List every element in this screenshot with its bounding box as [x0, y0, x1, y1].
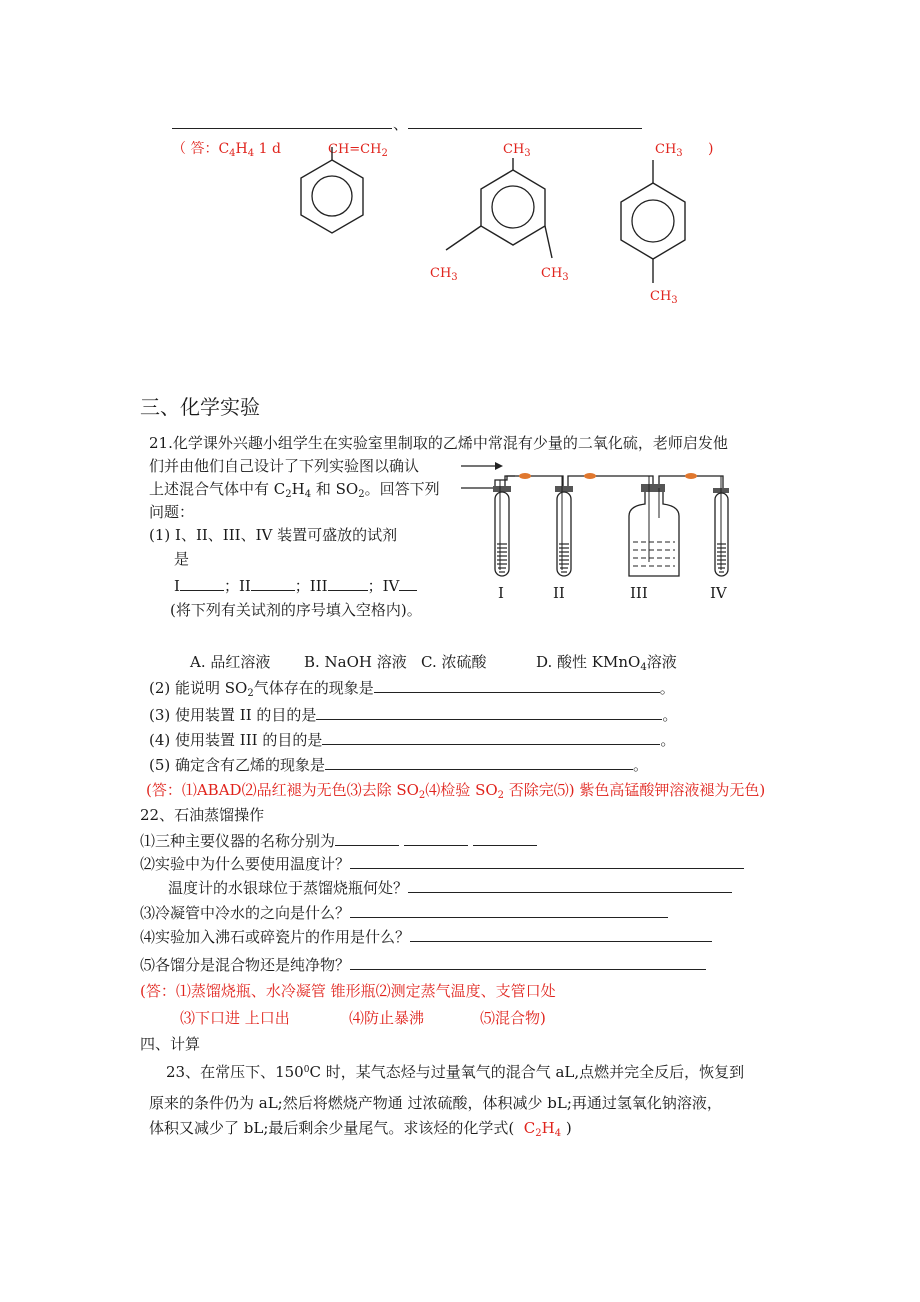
q21-part3: (3) 使用装置 II 的目的是 。 — [149, 706, 678, 724]
xylene-a-right-ch3: $CH_3$ — [541, 266, 569, 283]
q21-answer: (答：⑴ABAD⑵品红褪为无色⑶去除 $SO_2⑷$检验 $SO_2$ 否除完⑸) 紫色高锰酸钾溶液褪为无色) — [146, 781, 766, 801]
slot-blank-1[interactable] — [180, 575, 224, 591]
q21-hint: (将下列有关试剂的序号填入空格内)。 — [170, 601, 422, 619]
q21-line1: 21.化学课外兴趣小组学生在实验室里制取的乙烯中常混有少量的二氧化硫，老师启发他 — [149, 434, 728, 452]
part3-blank[interactable] — [316, 704, 662, 720]
q22-part5: ⑸各馏分是混合物还是纯净物？ — [140, 954, 706, 975]
q21-part4: (4) 使用装置 III 的目的是 。 — [149, 731, 676, 749]
slot-blank-3[interactable] — [328, 575, 368, 591]
tube-iv — [713, 476, 729, 576]
q22-part1: ⑴三种主要仪器的名称分别为 — [140, 830, 537, 851]
xylene-a-left-ch3: $CH_3$ — [430, 266, 458, 283]
q22-blank-2[interactable] — [350, 853, 744, 869]
tube-i — [493, 480, 511, 576]
q21-line3: 上述混合气体中有 $C_2H_4$ 和 $SO_2$。回答下列 — [149, 480, 440, 500]
q23-line1: 23、在常压下、$150^0C$ 时，某气态烃与过量氧气的混合气 aL,点燃并完全反后，恢复到 — [166, 1063, 745, 1081]
q22-answer-2b: ⑷防止暴沸 — [349, 1009, 425, 1027]
q21-part2: (2) 能说明 $SO_2$气体存在的现象是 。 — [149, 679, 675, 699]
q22-blank-1b[interactable] — [404, 830, 468, 846]
apparatus-label-i: I — [498, 584, 504, 602]
answer-blank-1[interactable] — [172, 114, 392, 129]
tube-ii — [555, 476, 573, 576]
section-heading-experiment: 三、化学实验 — [140, 395, 260, 419]
option-c: C. 浓硫酸 — [421, 653, 487, 671]
part2-blank[interactable] — [374, 677, 660, 693]
q22-part3: ⑶冷凝管中冷水的之向是什么？ — [140, 902, 668, 923]
q22-title: 22、石油蒸馏操作 — [140, 806, 265, 824]
p-xylene-structure — [610, 158, 710, 288]
apparatus-label-iv: IV — [710, 584, 727, 602]
xylene-a-top-ch3: $CH_3$ — [503, 142, 531, 159]
styrene-vinyl-label: $CH=CH_2$ — [328, 142, 388, 159]
q22-part2b: 温度计的水银球位于蒸馏烧瓶何处？ — [168, 877, 732, 898]
slot-blank-4[interactable] — [399, 575, 417, 591]
q21-part1: (1) I、II、III、IV 装置可盛放的试剂 — [149, 526, 398, 544]
section-heading-calculation: 四、计算 — [140, 1035, 201, 1053]
q22-part4: ⑷实验加入沸石或碎瓷片的作用是什么？ — [140, 926, 712, 947]
bottle-iii — [629, 476, 679, 576]
q22-blank-5[interactable] — [350, 954, 706, 970]
q22-blank-1a[interactable] — [335, 830, 399, 846]
q22-answer-line1: (答：⑴蒸馏烧瓶、水冷凝管 锥形瓶⑵测定蒸气温度、支管口处 — [140, 982, 556, 1000]
q22-blank-3[interactable] — [350, 902, 668, 918]
apparatus-label-iii: III — [630, 584, 648, 602]
top-answer: （ 答：$C_4H_4$ 1 d — [172, 141, 281, 159]
slot-blank-2[interactable] — [251, 575, 295, 591]
q22-blank-2b[interactable] — [408, 877, 732, 893]
q21-line2: 们并由他们自己设计了下列实验图以确认 — [149, 457, 420, 475]
separator-comma: 、 — [393, 115, 409, 133]
q23-line2: 原来的条件仍为 aL;然后将燃烧产物通 过浓硫酸，体积减少 bL;再通过氢氧化钠溶液， — [149, 1094, 722, 1112]
apparatus-label-ii: II — [553, 584, 565, 602]
q22-blank-4[interactable] — [410, 926, 712, 942]
p-xylene-top-ch3: $CH_3$ — [655, 142, 683, 159]
q21-part1-b: 是 — [174, 550, 190, 568]
top-answer-close: ) — [708, 141, 714, 157]
option-a: A. 品红溶液 — [190, 653, 271, 671]
q22-blank-1c[interactable] — [473, 830, 537, 846]
q21-part5: (5) 确定含有乙烯的现象是 。 — [149, 756, 649, 774]
part4-blank[interactable] — [322, 729, 660, 745]
trimethylbenzene-structure — [420, 156, 580, 266]
q22-part2: ⑵实验中为什么要使用温度计？ — [140, 853, 744, 874]
q21-line4: 问题： — [149, 503, 195, 521]
styrene-structure — [295, 145, 385, 255]
q23-line3: 体积又减少了 bL;最后剩余少量尾气。求该烃的化学式( $C_2H_4$ ) — [149, 1119, 572, 1139]
option-b: B. NaOH 溶液 — [304, 653, 407, 671]
option-d: D. 酸性 KMnO$_4$溶液 — [536, 653, 677, 673]
answer-blank-2[interactable] — [408, 114, 642, 129]
p-xylene-bottom-ch3: $CH_3$ — [650, 289, 678, 306]
q21-reagent-slots: I ；II ；III ；IV — [174, 575, 417, 596]
part5-blank[interactable] — [325, 754, 633, 770]
q22-answer-2a: ⑶下口进 上口出 — [180, 1009, 290, 1027]
q22-answer-2c: ⑸混合物) — [480, 1009, 546, 1027]
